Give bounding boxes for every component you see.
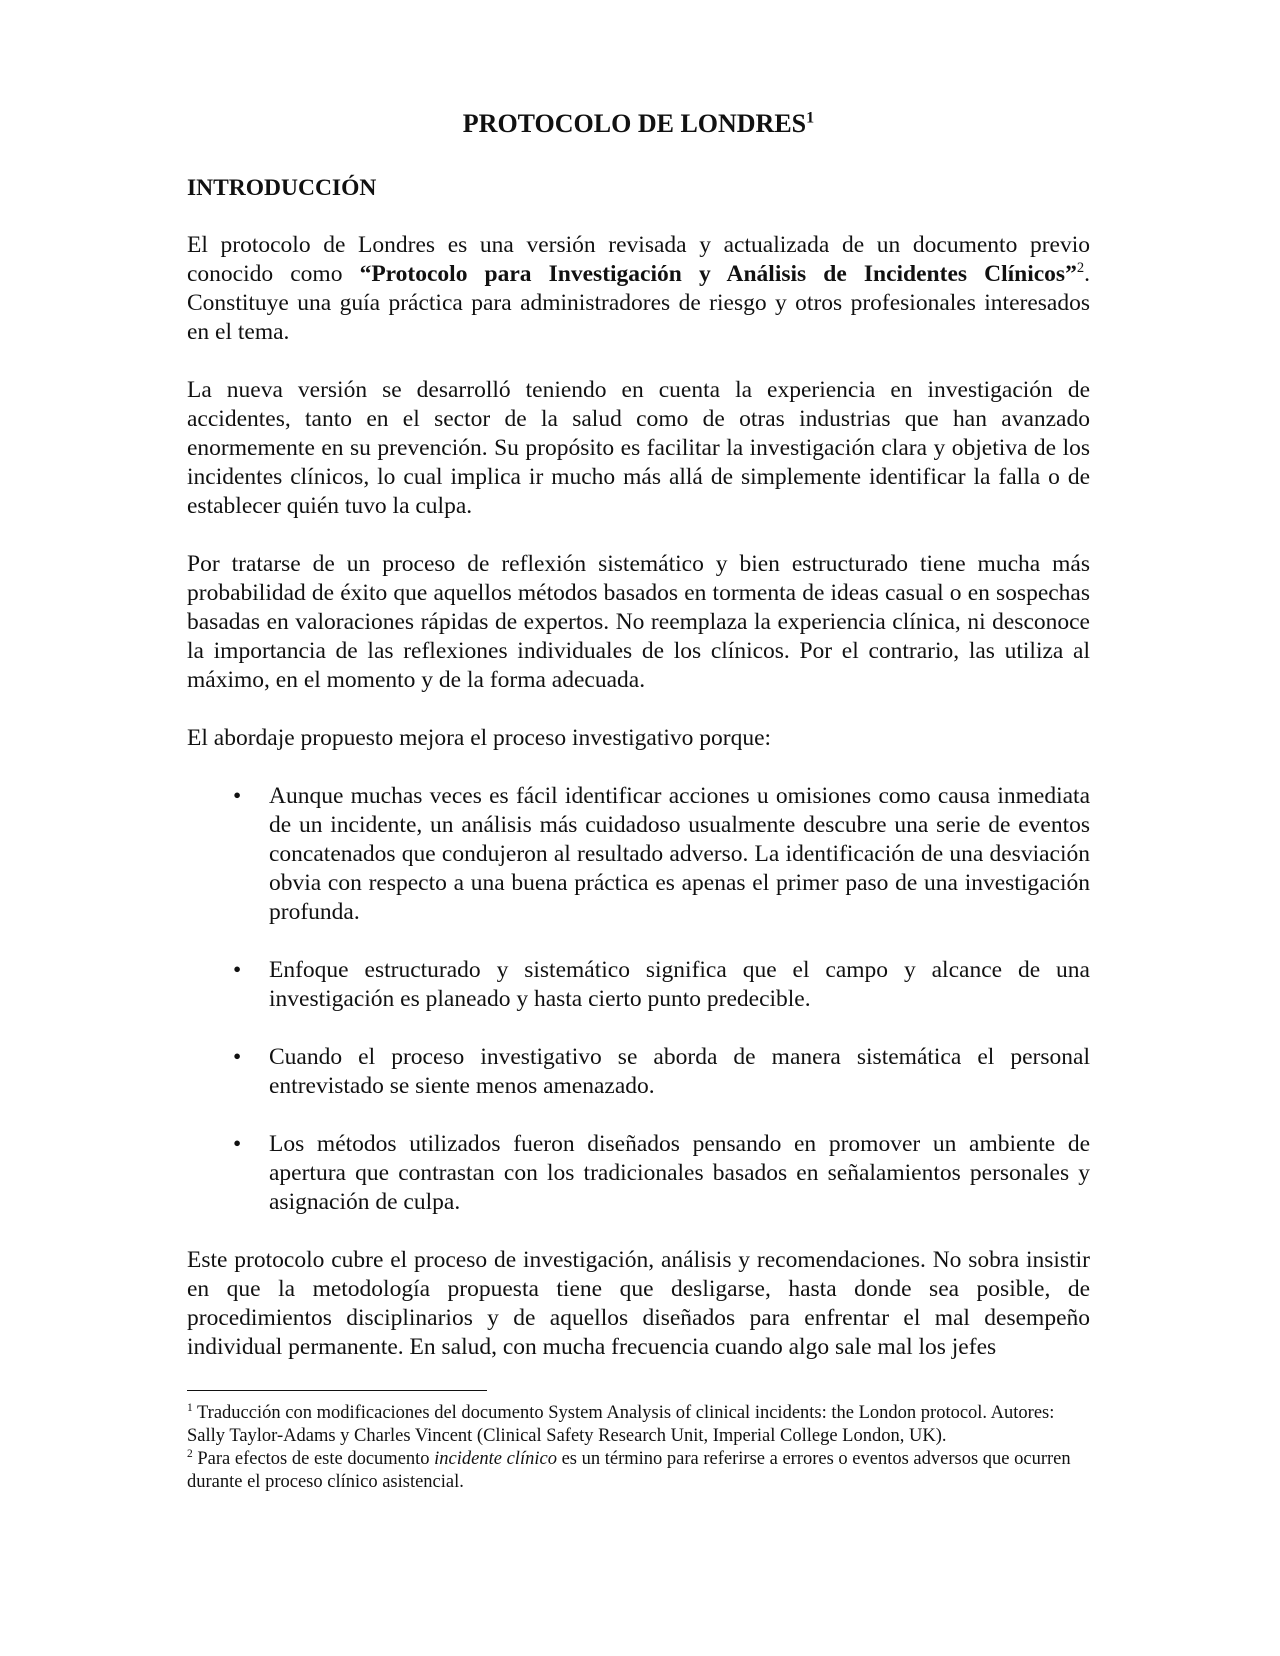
list-item (187, 956, 1090, 1014)
footnote-text: Traducción con modificaciones del documento System Analysis of clinical incidents: the London protocol. Autores: Sally Taylor-Adams y Charles Vincent (Clinical Safety Research Unit, Imperial College London, UK). (187, 1403, 1055, 1446)
bullet-icon: • (233, 957, 242, 983)
list-item (187, 1130, 1090, 1217)
bullet-icon: • (233, 783, 242, 809)
paragraph-new-version: La nueva versión se desarrolló teniendo en cuenta la experiencia en investigación de accidentes, tanto en el sector de la salud como de otras industrias que han avanzado enormemente en su prevención. Su propósito es facilitar la investigación clara y objetiva de los incidentes clínicos, lo cual implica ir mucho más allá de simplemente identificar la falla o de establecer quién tuvo la culpa. (187, 377, 1090, 519)
protocol-name-quote: “Protocolo para Investigación y Análisis de Incidentes Clínicos” (359, 261, 1077, 287)
footnotes (187, 1402, 1090, 1494)
title-text: PROTOCOLO DE LONDRES (462, 109, 807, 138)
list-item (187, 1043, 1090, 1101)
list-item-text: Aunque muchas veces es fácil identificar acciones u omisiones como causa inmediata de un incidente, un análisis más cuidadoso usualmente descubre una serie de eventos concatenados que condujeron al resultado adverso. La identificación de una desviación obvia con respecto a una buena práctica es apenas el primer paso de una investigación profunda. (269, 783, 1090, 925)
footnote-text-before: Para efectos de este documento (192, 1449, 435, 1469)
footnote-1 (187, 1402, 1090, 1448)
paragraph-intro-text-before: El protocolo de Londres es una versión revisada y actualizada de un documento previo conocido como (187, 232, 1090, 287)
paragraph-intro-text-after: . Constituye una guía práctica para administradores de riesgo y otros profesionales interesados en el tema. (187, 261, 1090, 345)
paragraph-scope: Este protocolo cubre el proceso de investigación, análisis y recomendaciones. No sobra insistir en que la metodología propuesta tiene que desligarse, hasta donde sea posible, de procedimientos disciplinarios y de aquellos diseñados para enfrentar el mal desempeño individual permanente. En salud, con mucha frecuencia cuando algo sale mal los jefes (187, 1247, 1090, 1360)
list-item-text: Cuando el proceso investigativo se aborda de manera sistemática el personal entrevistado se siente menos amenazado. (269, 1044, 1090, 1099)
footnote-italic-term: incidente clínico (434, 1449, 557, 1469)
footnote-mark: 1 (187, 1401, 193, 1414)
list-item-text: Los métodos utilizados fueron diseñados pensando en promover un ambiente de apertura que contrastan con los tradicionales basados en señalamientos personales y asignación de culpa. (269, 1131, 1090, 1215)
section-heading: INTRODUCCIÓN (187, 175, 377, 201)
document-page (187, 108, 1090, 1362)
footnote-divider (187, 1390, 487, 1391)
bullet-icon: • (233, 1131, 242, 1157)
footnote-ref-2: 2 (1076, 260, 1085, 277)
paragraph-systematic-process: Por tratarse de un proceso de reflexión sistemático y bien estructurado tiene mucha más probabilidad de éxito que aquellos métodos basados en tormenta de ideas casual o en sospechas basadas en valoraciones rápidas de expertos. No reemplaza la experiencia clínica, ni desconoce la importancia de las reflexiones individuales de los clínicos. Por el contrario, las utiliza al máximo, en el momento y de la forma adecuada. (187, 551, 1090, 693)
bullet-icon: • (233, 1044, 242, 1070)
paragraph-intro (187, 231, 1090, 347)
footnote-2 (187, 1448, 1090, 1494)
footnote-mark: 2 (187, 1447, 193, 1460)
list-item-text: Enfoque estructurado y sistemático significa que el campo y alcance de una investigación es planeado y hasta cierto punto predecible. (269, 957, 1090, 1012)
bullet-list (187, 782, 1090, 1217)
page-title (187, 108, 1090, 140)
paragraph-approach-intro: El abordaje propuesto mejora el proceso investigativo porque: (187, 725, 772, 751)
list-item (187, 782, 1090, 927)
footnote-text-after: es un término para referirse a errores o eventos adversos que ocurren durante el proceso clínico asistencial. (187, 1449, 1071, 1492)
title-footnote-mark: 1 (806, 109, 815, 127)
